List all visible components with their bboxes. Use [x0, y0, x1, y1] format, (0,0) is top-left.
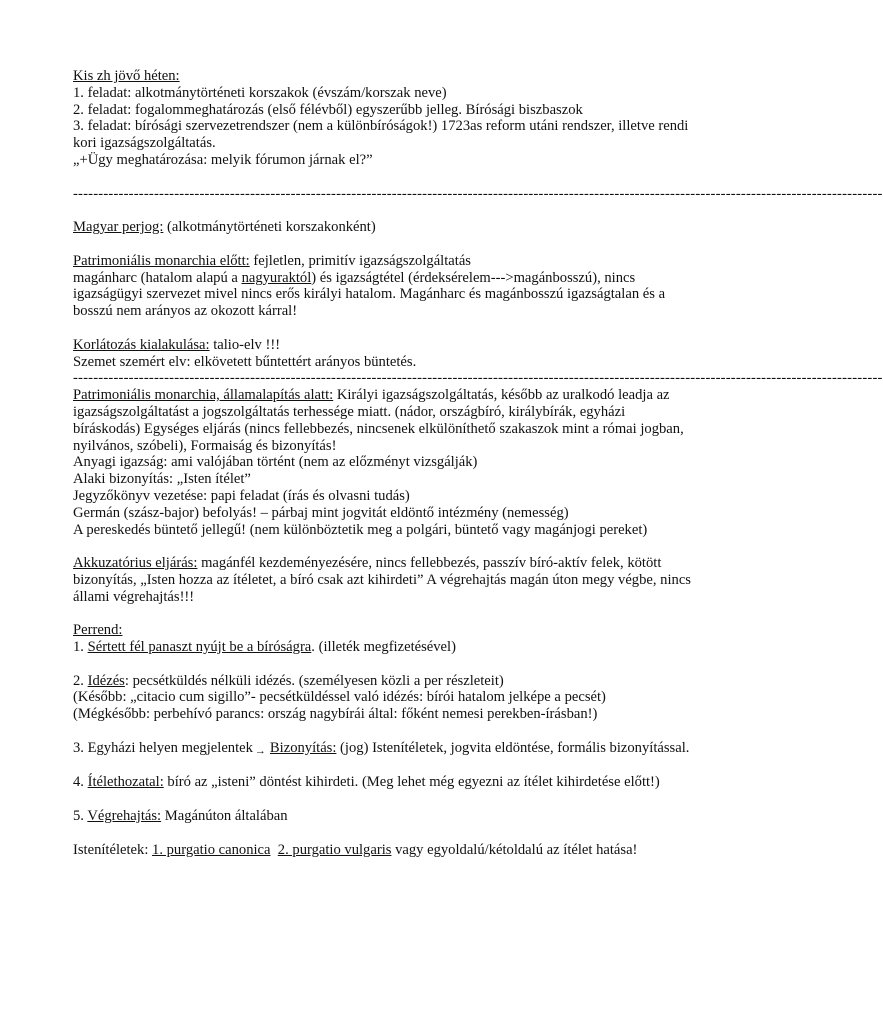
perrend-step-2-later: (Később: „citacio cum sigillo”- pecsétküldéssel való idézés: bírói hatalom jelképe a pecsét) [73, 689, 606, 706]
pm2-line-1: Anyagi igazság: ami valójában történt (nem az előzményt vizsgálják) [73, 454, 478, 471]
zh-title: Kis zh jövő héten: [73, 68, 180, 84]
korl-heading: Korlátozás kialakulása: talio-elv !!! [73, 336, 281, 353]
perjog-heading: Magyar perjog: (alkotmánytörténeti korszakonként) [73, 219, 376, 236]
zh-task-2: 2. feladat: fogalommeghatározás (első félévből) egyszerűbb jelleg. Bírósági biszbaszok [73, 101, 583, 118]
perrend-step-2: 2. Idézés: pecsétküldés nélküli idézés. (személyesen közli a per részleteit) [73, 672, 504, 689]
separator-line-1: ---------------------------------------------------------------------------------------------------------------------------------------------------------------- [73, 185, 883, 202]
korl-title: Korlátozás kialakulása: [73, 336, 210, 353]
perrend-step-5: 5. Végrehajtás: Magánúton általában [73, 808, 288, 825]
document-page [73, 68, 883, 858]
zh-task-1: 1. feladat: alkotmánytörténeti korszakok (évszám/korszak neve) [73, 84, 447, 101]
akk-title: Akkuzatórius eljárás: [73, 555, 198, 572]
pm1-heading: Patrimoniális monarchia előtt: fejletlen, primitív igazságszolgáltatás [73, 252, 471, 269]
akk-paragraph: Akkuzatórius eljárás: magánfél kezdeményezésére, nincs fellebbezés, passzív bíró-aktív felek, kötött bizonyítás, „Isten hozza az ítéletet, a bíró csak azt kihirdeti” A végrehajtás magán úton megy végbe, nincs állami végrehajtás!!! [73, 555, 691, 605]
purgatio-vulgaris: 2. purgatio vulgaris [277, 841, 392, 858]
pm2-paragraph: Patrimoniális monarchia, államalapítás alatt: Királyi igazságszolgáltatás, később az uralkodó leadja az igazságszolgáltatást a jogszolgáltatás terhessége miatt. (nádor, országbíró, királybírák, egyházi bíráskodás) Egységes eljárás (nincs fellebbezés, nincsenek elkülöníthető szakaszok mint a római jogban, nyilvános, szóbeli), Formaiság és bizonyítás! [73, 387, 684, 454]
perrend-step-4: 4. Ítélethozatal: bíró az „isteni” döntést kihirdeti. (Meg lehet még egyezni az ítélet kihirdetése előtt!) [73, 774, 660, 791]
pm2-title: Patrimoniális monarchia, államalapítás alatt: [73, 387, 334, 404]
perrend-title: Perrend: [73, 622, 123, 639]
istenitelet-line: Istenítéletek: 1. purgatio canonica 2. purgatio vulgaris vagy egyoldalú/kétoldalú az ítélet hatása! [73, 841, 638, 858]
perrend-step-3: 3. Egyházi helyen megjelentek → Bizonyítás: (jog) Istenítéletek, jogvita eldöntése, formális bizonyítással. [73, 739, 690, 757]
arrow-right-icon: → [254, 744, 266, 757]
perrend-heading [73, 622, 695, 639]
zh-task-4: „+Ügy meghatározása: melyik fórumon járnak el?” [73, 151, 373, 168]
perrend-step-2-even-later: (Mégkésőbb: perbehívó parancs: ország nagybírái által: főként nemesi perekben-írásban!) [73, 706, 598, 723]
pm1-paragraph: magánharc (hatalom alapú a nagyuraktól) és igazságtétel (érdeksérelem--->magánbosszú), nincs igazságügyi szervezet mivel nincs erős királyi hatalom. Magánharc és magánbosszú igazságtalan és a bosszú nem arányos az okozott kárral! [73, 269, 666, 320]
zh-task-3: 3. feladat: bírósági szervezetrendszer (nem a különbíróságok!) 1723as reform utáni rendszer, illetve rendi kori igazságszolgáltatás. [73, 118, 689, 152]
korl-line: Szemet szemért elv: elkövetett bűntettért arányos büntetés. [73, 353, 417, 370]
pm1-title: Patrimoniális monarchia előtt: [73, 252, 250, 269]
zh-heading [73, 68, 695, 85]
perjog-title: Magyar perjog: [73, 219, 164, 236]
pm2-line-4: Germán (szász-bajor) befolyás! – párbaj mint jogvitát eldöntő intézmény (nemesség) [73, 504, 569, 521]
purgatio-canonica: 1. purgatio canonica [152, 841, 271, 858]
perrend-step-1: 1. Sértett fél panaszt nyújt be a bíróságra. (illeték megfizetésével) [73, 639, 456, 656]
pm2-line-3: Jegyzőkönyv vezetése: papi feladat (írás és olvasni tudás) [73, 487, 410, 504]
pm2-line-5: A pereskedés büntető jellegű! (nem különböztetik meg a polgári, büntető vagy magánjogi pereket) [73, 521, 648, 538]
pm2-line-2: Alaki bizonyítás: „Isten ítélet” [73, 471, 251, 488]
separator-line-2: ---------------------------------------------------------------------------------------------------------------------------------------------------------------- [73, 370, 883, 387]
